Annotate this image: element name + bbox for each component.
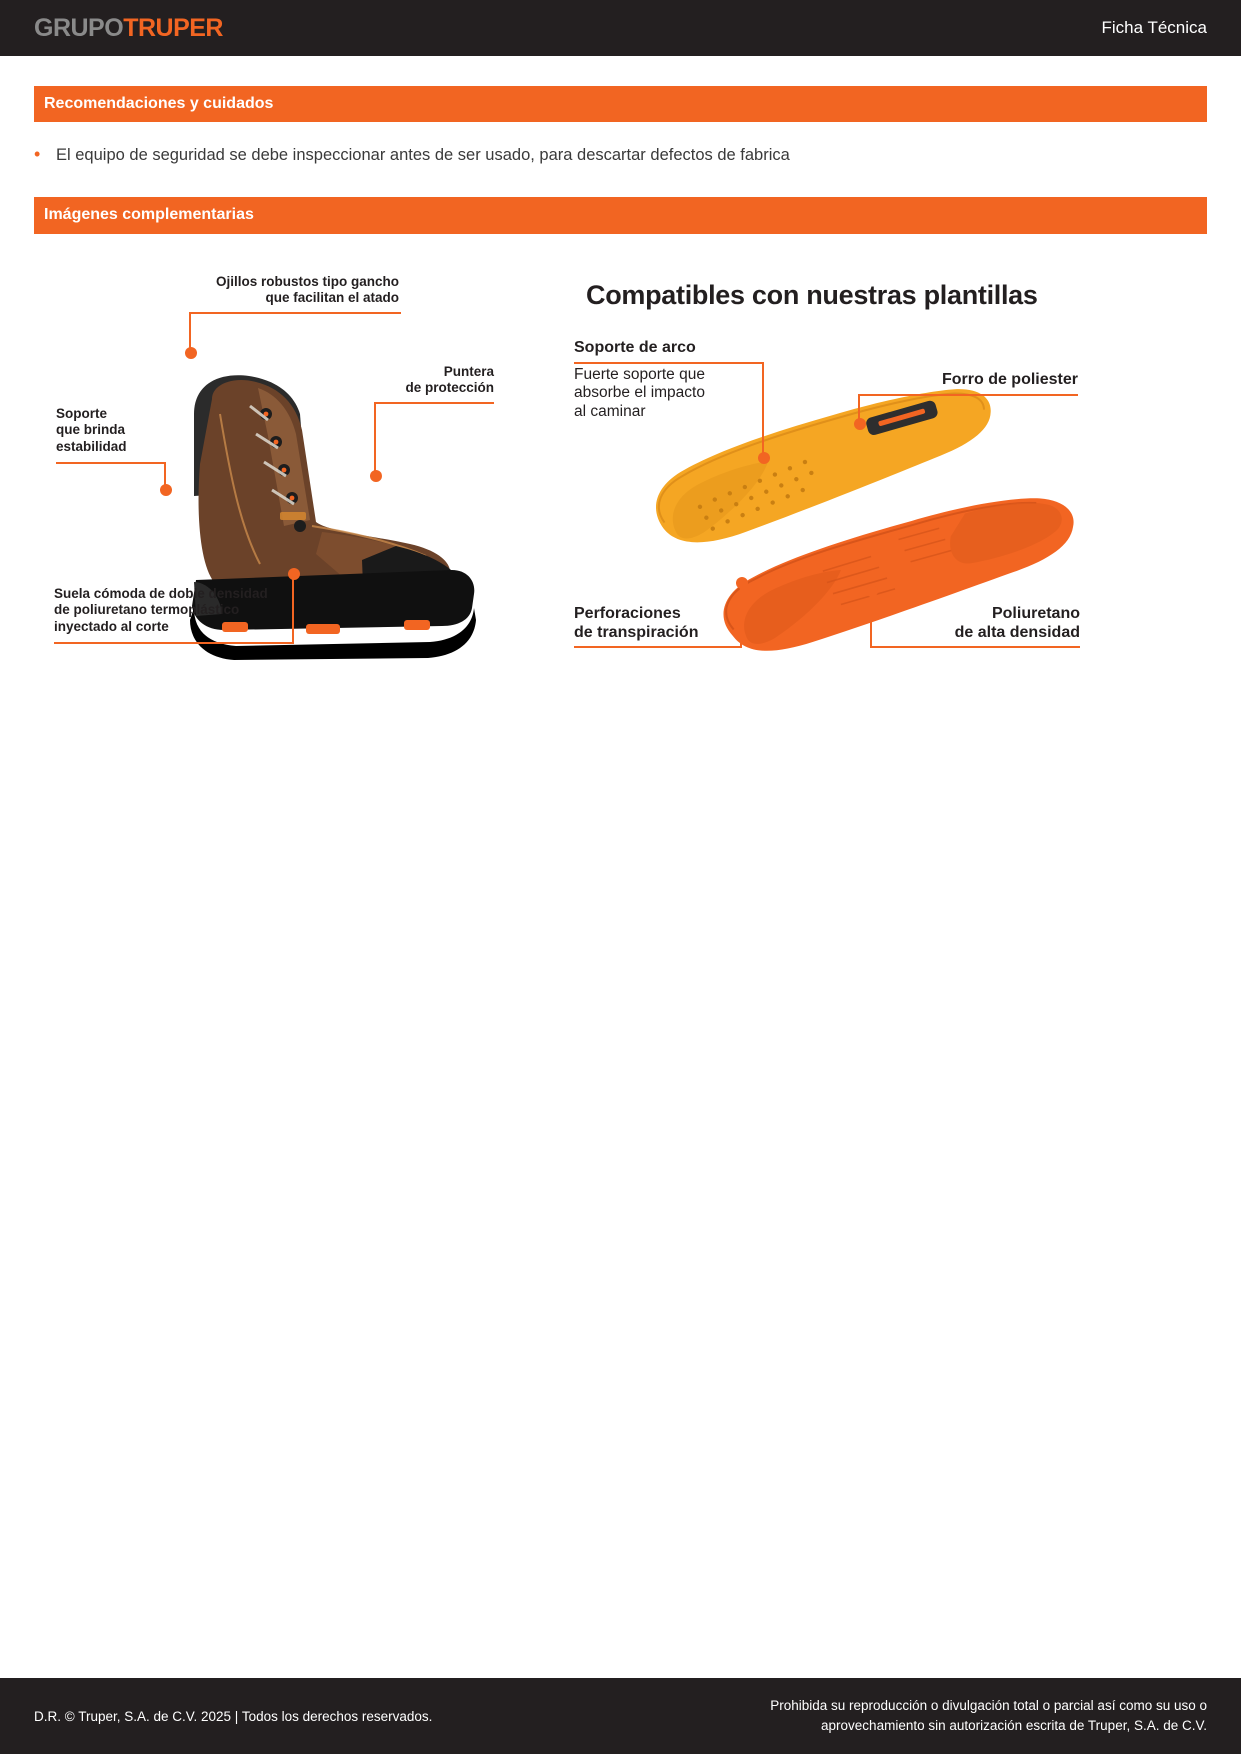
callout-toe-line1: Puntera [443,363,494,379]
label-lining-rule [858,394,1078,396]
label-arch-desc-line3: al caminar [574,403,646,421]
callout-sole-line1: Suela cómoda de doble densidad [54,585,268,601]
callout-eyelets-dot [182,344,200,362]
callout-toe-dot [367,467,385,485]
callout-support-line3: estabilidad [56,438,127,454]
label-perforations-line1: Perforaciones [574,604,681,622]
callout-sole-leader [292,578,294,644]
callout-sole [54,586,304,635]
label-arch-desc-line2: absorbe el impacto [574,384,705,402]
footer-legal-line2: aprovechamiento sin autorización escrita de Truper, S.A. de C.V. [821,1718,1207,1733]
truper-logo [34,14,223,43]
page-footer [0,1678,1241,1754]
label-perforations-dot [733,574,751,592]
label-arch-leader [762,362,764,456]
label-perforations-leader [740,586,742,646]
label-arch-support-title: Soporte de arco [574,338,696,356]
logo-truper-text: TRUPER [123,13,223,42]
insoles-title: Compatibles con nuestras plantillas [586,279,1038,310]
label-arch-desc-line1: Fuerte soporte que [574,365,705,383]
label-perforations [574,604,774,642]
boot-figure [44,264,564,684]
callout-sole-line2: de poliuretano termoplástico [54,602,240,618]
callout-toe-rule [374,402,494,404]
callout-support [56,406,186,455]
recommendations-list [34,144,1207,167]
bullet-icon: • [34,144,41,165]
label-polyurethane [870,604,1080,642]
insoles-figure [574,264,1084,684]
logo-grupo-text: GRUPO [34,13,124,42]
callout-eyelets-line1: Ojillos robustos tipo gancho [215,273,399,289]
footer-legal [770,1696,1207,1735]
callout-eyelets-line2: que facilitan el atado [265,290,399,306]
label-arch-support-desc [574,366,774,422]
label-polyurethane-line2: de alta densidad [954,624,1080,642]
label-perforations-line2: de transpiración [574,624,699,642]
callout-eyelets-rule [189,312,401,314]
page-header [0,0,1241,56]
label-arch-rule [574,362,764,364]
footer-copyright: D.R. © Truper, S.A. de C.V. 2025 | Todos los derechos reservados. [34,1708,433,1724]
callout-sole-rule [54,642,294,644]
callout-toe-line2: de protección [405,380,494,396]
callout-support-rule [56,462,166,464]
list-item [34,144,1207,167]
callout-toe-leader [374,402,376,474]
label-polyurethane-line1: Poliuretano [991,604,1080,622]
callout-sole-dot [285,565,303,583]
section-header-recommendations: Recomendaciones y cuidados [34,86,1207,122]
callout-support-dot [157,481,175,499]
label-lining-dot [851,415,869,433]
section-header-images: Imágenes complementarias [34,197,1207,233]
label-polyurethane-rule [870,646,1080,648]
callout-eyelets [189,274,399,307]
label-polyurethane-dot [863,582,881,600]
callout-support-line2: que brinda [56,422,126,438]
label-polyurethane-leader [870,594,872,646]
callout-toe [374,364,494,397]
complementary-images [34,264,1207,694]
label-arch-dot [755,449,773,467]
recommendation-text: El equipo de seguridad se debe inspeccionar antes de ser usado, para descartar defectos de fabrica [56,146,790,165]
footer-legal-line1: Prohibida su reproducción o divulgación total o parcial así como su uso o [770,1698,1207,1714]
label-perforations-rule [574,646,742,648]
callout-sole-line3: inyectado al corte [54,618,169,634]
page-title: Ficha Técnica [1101,18,1207,37]
callout-support-line1: Soporte [56,405,108,421]
label-lining: Forro de poliester [941,370,1078,388]
